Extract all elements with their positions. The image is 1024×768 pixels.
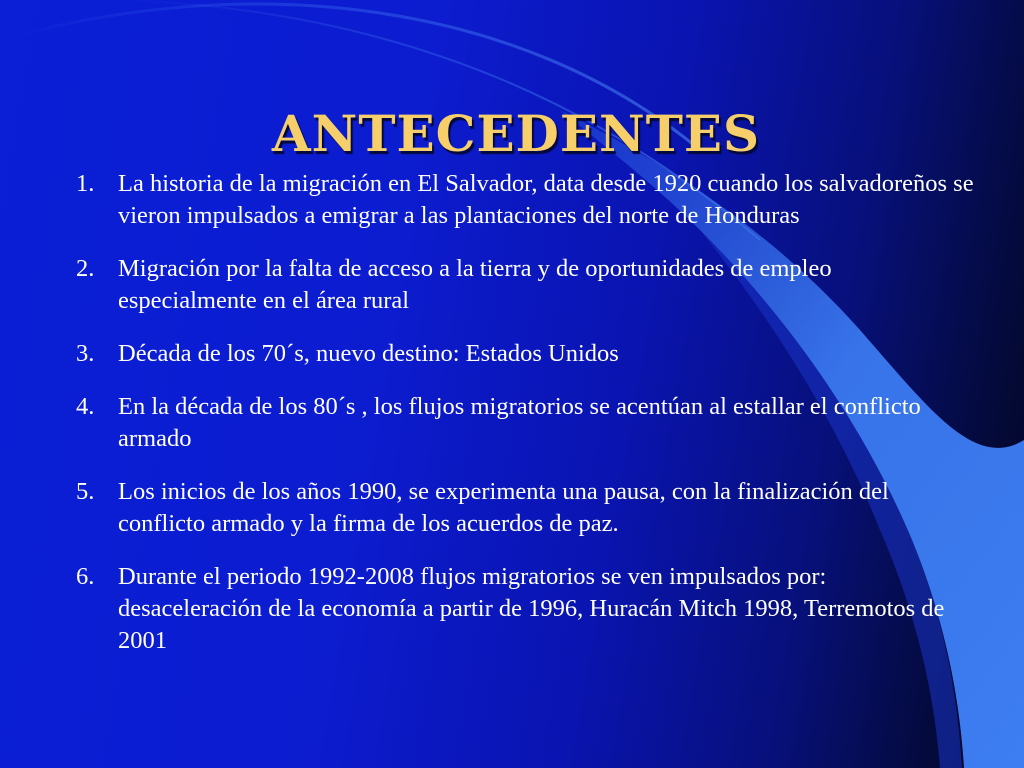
list-item bbox=[76, 561, 976, 657]
list-item bbox=[76, 391, 976, 455]
list-item bbox=[76, 253, 976, 317]
list-item bbox=[76, 476, 976, 540]
list-item-number: 4. bbox=[76, 393, 95, 420]
list-item-text: Durante el periodo 1992-2008 flujos migratorios se ven impulsados por: desaceleración de la economía a partir de 1996, Huracán Mitch 1998, Terremotos de 2001 bbox=[118, 563, 945, 654]
list-item-text: Migración por la falta de acceso a la tierra y de oportunidades de empleo especialmente en el área rural bbox=[118, 255, 832, 314]
list-item-number: 1. bbox=[76, 170, 95, 197]
list-item-text: Los inicios de los años 1990, se experimenta una pausa, con la finalización del conflicto armado y la firma de los acuerdos de paz. bbox=[118, 478, 889, 537]
list-item-number: 3. bbox=[76, 340, 95, 367]
list-item bbox=[76, 168, 976, 232]
list-item-number: 2. bbox=[76, 255, 95, 282]
list-item-number: 5. bbox=[76, 478, 95, 505]
list-item bbox=[76, 338, 976, 370]
list-item-text: La historia de la migración en El Salvador, data desde 1920 cuando los salvadoreños se vieron impulsados a emigrar a las plantaciones del norte de Honduras bbox=[118, 170, 974, 229]
antecedentes-list bbox=[76, 168, 976, 678]
list-item-number: 6. bbox=[76, 563, 95, 590]
list-item-text: Década de los 70´s, nuevo destino: Estados Unidos bbox=[118, 340, 619, 367]
page-title: ANTECEDENTES bbox=[271, 104, 761, 163]
list-item-text: En la década de los 80´s , los flujos migratorios se acentúan al estallar el conflicto armado bbox=[118, 393, 921, 452]
